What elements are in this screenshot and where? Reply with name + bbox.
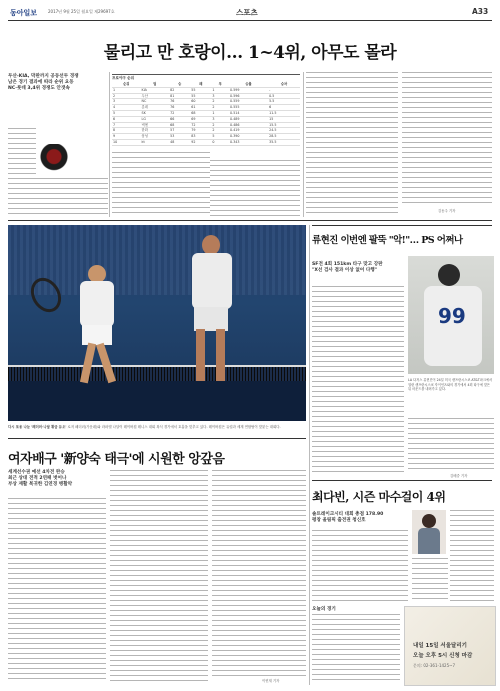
standings-cell: 3 (211, 116, 229, 122)
marathon-ad (404, 606, 496, 686)
section-title: 스포츠 (236, 8, 258, 17)
standings-cell: LG (141, 116, 170, 122)
standings-cell: 0 (211, 139, 229, 145)
divider-top-2 (303, 72, 304, 217)
standings-cell: 57 (169, 128, 190, 134)
standings-cell: 68 (169, 122, 190, 128)
ad-line-1: 내일 15일 서울달리기 (413, 643, 467, 649)
skate-subhead-2: 평창 올림픽 출전권 청신호 (312, 518, 366, 523)
ryu-body-2 (408, 418, 494, 472)
standings-table (112, 82, 300, 146)
standings-cell: 1 (112, 87, 141, 93)
col-draw: 무 (211, 82, 229, 87)
standings-cell: 66 (169, 116, 190, 122)
standings-box (112, 74, 300, 153)
court-floor (8, 375, 306, 421)
standings-cell: 0.419 (229, 128, 268, 134)
standings-cell: 0.555 (229, 105, 268, 111)
standings-cell: 5 (112, 110, 141, 116)
standings-cell: 3 (211, 93, 229, 99)
ryu-subhead-1: SF전 4회 151km 타구 맞고 강판 (312, 262, 383, 267)
standings-cell: 0.599 (229, 87, 268, 93)
top-subhead-1: 두산-KIA, 막판까지 공동선두 경쟁 (8, 74, 79, 79)
standings-cell: 8 (112, 128, 141, 134)
standings-cell: 76 (169, 105, 190, 111)
team-logo (38, 144, 78, 172)
standings-cell: 롯데 (141, 105, 170, 111)
standings-cell: 48 (169, 139, 190, 145)
standings-cell: 68 (190, 110, 211, 116)
issue-date (48, 9, 115, 15)
ryu-photo (408, 256, 494, 374)
standings-cell: 35.5 (268, 139, 300, 145)
skate-subheads (312, 512, 408, 524)
standings-cell: 10 (112, 139, 141, 145)
ad-line-2: 오늘 오후 5시 신청 마감 (413, 653, 473, 659)
standings-cell: 5.5 (268, 99, 300, 105)
ryu-body (312, 286, 404, 476)
schedule-title: 오늘의 경기 (312, 607, 336, 612)
ryu-byline: 김배중 기자 (450, 474, 468, 478)
standings-cell: SK (141, 110, 170, 116)
standings-cell: 82 (169, 87, 190, 93)
standings-cell: 넥센 (141, 122, 170, 128)
standings-cell: 9 (112, 134, 141, 140)
photo-caption-title: 다시 포옹 나눈 '페더러·나달 황금 듀오' (8, 425, 67, 429)
standings-cell: 79 (190, 128, 211, 134)
standings-cell: 6 (268, 105, 300, 111)
standings-cell: 0.390 (229, 134, 268, 140)
volley-byline: 이헌재 기자 (262, 679, 280, 683)
top-left-body-2 (8, 178, 108, 216)
standings-cell: 11.5 (268, 110, 300, 116)
ryu-head (438, 264, 460, 286)
standings-cell: 1 (211, 87, 229, 93)
top-col4-body (306, 72, 398, 216)
header-rule (8, 20, 492, 21)
ryu-headline: 류현진 이번엔 팔뚝 "악!"… PS 어쩌나 (312, 235, 463, 246)
standings-cell: 0.514 (229, 110, 268, 116)
standings-cell: 15.5 (268, 122, 300, 128)
standings-cell: 76 (169, 99, 190, 105)
standings-cell: 6 (112, 116, 141, 122)
standings-cell: 2 (211, 105, 229, 111)
col-team: 팀 (141, 82, 170, 87)
skater-photo (412, 510, 446, 554)
standings-cell: 92 (190, 139, 211, 145)
ryu-jersey-number: 99 (438, 304, 466, 328)
standings-cell: 61 (190, 105, 211, 111)
standings-cell: 28.5 (268, 134, 300, 140)
top-byline: 김동주 기자 (438, 209, 456, 213)
standings-row (112, 139, 300, 145)
ryu-top-rule (312, 225, 492, 226)
top-subheads (8, 74, 106, 92)
standings-cell: KIA (141, 87, 170, 93)
net (8, 365, 306, 381)
top-col5-body (402, 72, 492, 206)
standings-cell: 0.489 (229, 116, 268, 122)
standings-cell: 5 (211, 134, 229, 140)
standings-cell: 4 (112, 105, 141, 111)
standings-cell: 60 (190, 99, 211, 105)
standings-cell: 7 (112, 122, 141, 128)
standings-body (112, 87, 300, 145)
standings-cell: 0.5 (268, 93, 300, 99)
standings-cell: 2 (211, 128, 229, 134)
top-bottom-rule (8, 220, 492, 221)
standings-cell: 15 (268, 116, 300, 122)
volley-subheads (8, 470, 106, 488)
standings-title: 프로야구 순위 (112, 76, 135, 80)
standings-cell: 72 (190, 122, 211, 128)
skate-body-2 (450, 510, 494, 602)
standings-cell: NC (141, 99, 170, 105)
photo-caption-body: 로저 페더러(가운데)와 라파엘 나달이 레이버컵 테니스 대회 복식 경기에서 호흡을 맞추고 있다. 레이버컵은 유럽과 세계 연합팀이 맞붙는 대회다. (67, 425, 281, 429)
photo-caption (8, 425, 306, 430)
standings-cell: 2 (112, 93, 141, 99)
masthead-logo: 동아일보 (10, 9, 38, 17)
standings-cell: 53 (169, 134, 190, 140)
top-col2-body (112, 152, 210, 216)
standings-cell: 3 (112, 99, 141, 105)
divider-mid (309, 225, 310, 685)
mid-right-bottom-rule (312, 480, 492, 481)
standings-cell: 55 (190, 93, 211, 99)
col-gb: 승차 (268, 82, 300, 87)
top-subhead-2: 남은 경기 결과에 따라 순위 요동 (8, 80, 74, 85)
skate-body-3 (412, 558, 448, 602)
volley-col2-body (110, 470, 208, 682)
divider-top-1 (109, 72, 110, 217)
standings-cell: 72 (169, 110, 190, 116)
ryu-subhead-2: "X선 검사 결과 이상 없어 다행" (312, 268, 378, 273)
schedule-list (312, 614, 400, 684)
standings-cell: 0.486 (229, 122, 268, 128)
tennis-photo (8, 225, 306, 421)
volley-col3-body (212, 470, 306, 676)
standings-cell: 삼성 (141, 134, 170, 140)
standings-cell: kt (141, 139, 170, 145)
standings-cell: 24.5 (268, 128, 300, 134)
skate-body-1 (312, 530, 408, 602)
volley-headline: 여자배구 '新양숙 태극'에 시원한 앙갚음 (8, 452, 225, 467)
top-headline: 물리고 만 호랑이… 1~4위, 아무도 몰라 (103, 43, 397, 63)
standings-cell: 0.559 (229, 99, 268, 105)
issue-number: 제29697호 (94, 9, 115, 14)
top-subhead-3: NC·롯데 3,4위 경쟁도 안갯속 (8, 86, 70, 91)
page-number: A33 (472, 7, 489, 16)
standings-cell: 55 (190, 87, 211, 93)
standings-cell: 1 (211, 110, 229, 116)
ad-line-3: 문의: 02-361-1425~7 (413, 663, 456, 668)
top-col3-body (210, 160, 300, 216)
col-pct: 승률 (229, 82, 268, 87)
ryu-photo-caption: LA 다저스 류현진이 24일 미국 샌프란시스코 AT&T파크에서 열린 샌프란시스코 자이언츠와의 경기에서 4회 타구에 맞은 뒤 마운드를 내려가고 있다. (408, 378, 493, 392)
standings-cell: 두산 (141, 93, 170, 99)
standings-cell: - (268, 87, 300, 93)
standings-cell: 0.343 (229, 139, 268, 145)
player-federer (68, 265, 128, 385)
col-win: 승 (169, 82, 190, 87)
player-nadal (178, 235, 248, 385)
standings-cell: 한화 (141, 128, 170, 134)
volley-col1-body (8, 498, 106, 682)
volley-subhead-2: 최근 상대 전적 2연패 벗어나 (8, 476, 67, 481)
standings-cell: 81 (169, 93, 190, 99)
volley-top-rule (8, 438, 306, 439)
standings-cell: 2 (211, 99, 229, 105)
skate-headline: 최다빈, 시즌 마수걸이 4위 (312, 490, 446, 504)
standings-cell: 0.596 (229, 93, 268, 99)
volley-subhead-1: 세계선수권 예선 4차전 완승 (8, 470, 65, 475)
standings-cell: 83 (190, 134, 211, 140)
col-rank: 순위 (112, 82, 141, 87)
standings-cell: 69 (190, 116, 211, 122)
date-text: 2017년 9월 25일 월요일 (48, 9, 93, 14)
standings-cell: 2 (211, 122, 229, 128)
ryu-subheads (312, 262, 404, 274)
col-loss: 패 (190, 82, 211, 87)
volley-subhead-3: 부상 재활 복귀한 김연경 맹활약 (8, 482, 73, 487)
skate-subhead-1: 솔트레이크시티 대회 총점 178.90 (312, 512, 384, 517)
